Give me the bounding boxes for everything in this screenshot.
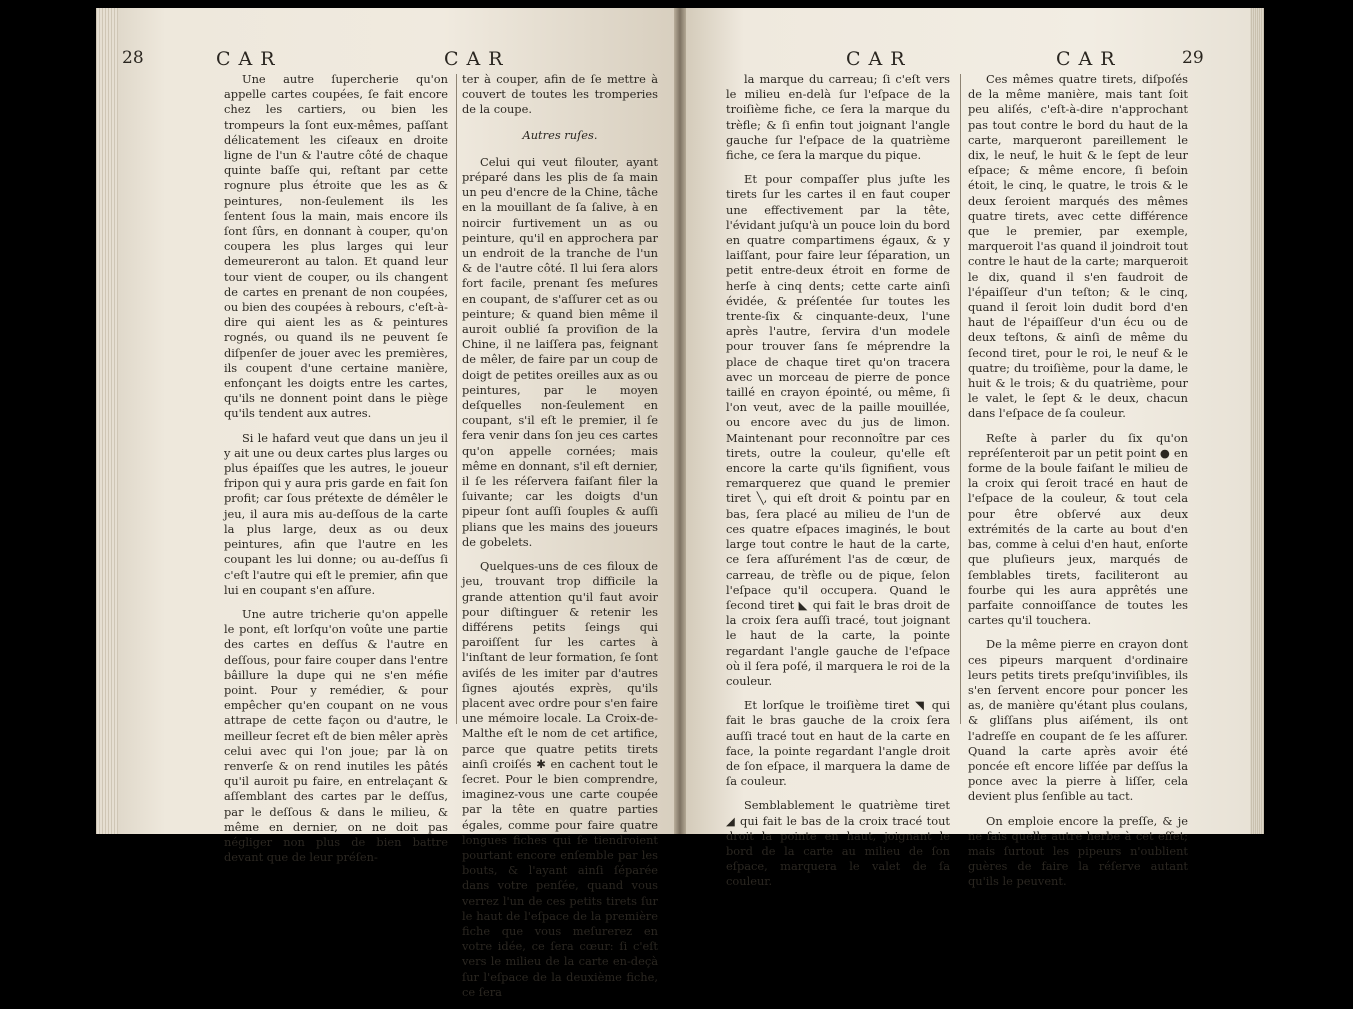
paragraph: Si le hafard veut que dans un jeu il y ait une ou deux cartes plus larges ou plus épaiſſes que les autres, le joueur fripon qui y aura pris garde en fait ſon profit; car ſous prétexte de démêler le jeu, il aura mis au-deſſous de la carte la plus large, deux as ou deux peintures, afin que l'autre en les coupant les lui donne; ou au-deſſus ſi c'eſt l'autre qui eſt le premier, afin que lui en coupant s'en aſſure. [224,430,448,597]
section-subheading: Autres ruſes. [522,127,598,142]
paragraph: Semblablement le quatrième tiret ◢ qui fait le bas de la croix tracé tout droit la pointe en haut, joignant le bord de la carte au milieu de ſon eſpace, marquera le valet de ſa couleur. [726,798,950,889]
text-column-right [462,72,658,1009]
running-head: CAR [846,48,913,70]
page-edges [96,8,118,834]
text-column-right [968,72,1188,899]
paragraph: Une autre tricherie qu'on appelle le pont, eſt lorſqu'on voûte une partie des cartes en deſſus & l'autre en deſſous, pour faire couper dans l'entre bâillure la dupe qui ne s'en méfie point. Pour y remédier, & pour empêcher qu'en coupant on ne vous attrape de cette façon ou d'autre, le meilleur ſecret eſt de bien mêler après celui avec qui l'on joue; par là on renverſe & on rend inutiles les pâtés qu'il auroit pu faire, en entrelaçant & aſſemblant des cartes par le deſſus, par le deſſous & dans le milieu, & même en dernier, on ne doit pas négliger non plus de bien battre devant que de leur préſen- [224,606,448,865]
running-head: CAR [216,48,283,70]
page-number: 28 [122,48,144,68]
right-page [686,8,1264,889]
paragraph: ter à couper, afin de ſe mettre à couvert de toutes les tromperies de la coupe. [462,72,658,117]
column-rule [960,74,961,724]
page-edges [1250,8,1264,834]
book-gutter [674,8,686,834]
column-rule [456,74,457,724]
left-page [96,8,674,999]
paragraph: On emploie encore la preſſe, & je ne ſais quelle autre herbe à cet effet; mais ſurtout les pipeurs n'oublient guères de faire la réſerve autant qu'ils le peuvent. [968,813,1188,889]
page-number: 29 [1182,48,1204,68]
paragraph: Celui qui veut filouter, ayant préparé dans les plis de ſa main un peu d'encre de la Chine, tâche en la mouillant de ſa ſalive, à en noircir furtivement un as ou peinture, qu'il en approchera par un endroit de la tranche de l'un & de l'autre côté. Il lui ſera alors fort facile, prenant ſes meſures en coupant, de s'aſſurer cet as ou peinture; & quand bien même il auroit oublié ſa proviſion de la Chine, il ne laiſſera pas, feignant de mêler, de faire par un coup de doigt de petites oreilles aux as ou peintures, par le moyen deſquelles non-ſeulement en coupant, s'il eſt le premier, il ſe fera venir dans ſon jeu ces cartes qu'on appelle cornées; mais même en donnant, s'il eſt dernier, il ſe les réſervera faiſant filer la ſuivante; car les doigts d'un pipeur ſont auſſi ſouples & auſſi plians que les mains des joueurs de gobelets. [462,154,658,549]
paragraph: Ces mêmes quatre tirets, diſpoſés de la même manière, mais tant ſoit peu aliſés, c'eſt-à-dire n'approchant pas tout contre le bord du haut de la carte, marqueront pareillement le dix, le neuf, le huit & le ſept de leur eſpace; & même encore, ſi beſoin étoit, le cinq, le quatre, le trois & le deux ſeroient marqués des mêmes quatre tirets, avec cette différence que le premier, par exemple, marqueroit l'as quand il joindroit tout contre le haut de la carte; marqueroit le dix, quand il s'en faudroit de l'épaiſſeur d'un teſton; & le cinq, quand il ſeroit loin dudit bord d'en haut de l'épaiſſeur d'un écu ou de deux teſtons, & ainſi de même du ſecond tiret, pour le roi, le neuf & le quatre; du troiſième, pour la dame, le huit & le trois; & du quatrième, pour le valet, le ſept & le deux, chacun dans l'eſpace de ſa couleur. [968,72,1188,421]
paragraph: Et lorſque le troiſième tiret ◥ qui fait le bras gauche de la croix ſera auſſi tracé tout en haut de la carte en face, la pointe regardant l'angle droit de ſon eſpace, il marquera la dame de ſa couleur. [726,698,950,789]
text-column-left [726,72,950,899]
paragraph: Une autre ſupercherie qu'on appelle cartes coupées, ſe fait encore chez les cartiers, ou bien les trompeurs la ſont eux-mêmes, paſſant délicatement les ciſeaux en droite ligne de l'un & l'autre côté de chaque quinte baſſe qui, reſtant par cette rognure plus étroite que les as & peintures, non-ſeulement ils les ſentent ſous la main, mais encore ils ſont ſûrs, en donnant à couper, qu'on coupera les plus larges qui leur demeureront au talon. Et quand leur tour vient de couper, ou ils changent de cartes en prenant de non coupées, ou bien des coupées à rebours, c'eſt-à-dire qui aient les as & peintures rognés, ou quand ils ne peuvent ſe diſpenſer de jouer avec les premières, ils coupent d'une certaine manière, enfonçant les doigts entre les cartes, qu'ils ne donnent point dans le piège qu'ils tendent aux autres. [224,72,448,421]
running-head: CAR [444,48,511,70]
paragraph: Reſte à parler du ſix qu'on repréſenteroit par un petit point ● en forme de la boule faiſant le milieu de la croix qui ſeroit tracé en haut de l'eſpace de la couleur, & tout cela pour être obſervé aux deux extrémités de la carte au bout d'en bas, comme à celui d'en haut, enſorte que pluſieurs jeux, marqués de ſemblables tirets, faciliteront au fourbe qui les aura apprêtés une parfaite connoiſſance de toutes les cartes qu'il touchera. [968,430,1188,628]
paragraph: Et pour compaſſer plus juſte les tirets ſur les cartes il en faut couper une effectivement par la tête, l'évidant juſqu'à un pouce loin du bord en quatre compartimens égaux, & y laiſſant, pour faire leur ſéparation, un petit entre-deux étroit en forme de herſe à cinq dents; cette carte ainſi évidée, & préſentée ſur toutes les trente-ſix & cinquante-deux, l'une après l'autre, ſervira d'un modele pour trouver ſans ſe méprendre la place de chaque tiret qu'on tracera avec un morceau de pierre de ponce taillé en crayon épointé, ou même, ſi l'on veut, avec de la paille mouillée, ou encore avec du jus de limon. Maintenant pour reconnoître par ces tirets, outre la couleur, qu'elle eſt encore la carte qu'ils ſignifient, vous remarquerez que quand le premier tiret ╲, qui eſt droit & pointu par en bas, ſera placé au milieu de l'un de ces quatre eſpaces imaginés, le bout large tout contre le haut de la carte, ce ſera aſſurément l'as de cœur, de carreau, de trèfle ou de pique, ſelon l'eſpace qu'il occupera. Quand le ſecond tiret ◣ qui fait le bras droit de la croix ſera auſſi tracé, tout joignant le haut de la carte, la pointe regardant l'angle gauche de l'eſpace où il ſera poſé, il marquera le roi de la couleur. [726,172,950,688]
paragraph: la marque du carreau; ſi c'eſt vers le milieu en-delà ſur l'eſpace de la troiſième fiche, ce ſera la marque du trèfle; & ſi enfin tout joignant l'angle gauche ſur l'eſpace de la quatrième fiche, ce ſera la marque du pique. [726,72,950,163]
book-spread [96,8,1264,999]
running-head: CAR [1056,48,1123,70]
paragraph: De la même pierre en crayon dont ces pipeurs marquent d'ordinaire leurs petits tirets preſqu'inviſibles, ils s'en ſervent encore pour poncer les as, de manière qu'étant plus coulans, & gliſſans plus aiſément, ils ont l'adreſſe en coupant de ſe les aſſurer. Quand la carte après avoir été poncée eſt encore liſſée par deſſus la ponce avec la pierre à liſſer, cela devient plus ſenſible au tact. [968,637,1188,804]
text-column-left [224,72,448,874]
paragraph: Quelques-uns de ces filoux de jeu, trouvant trop difficile la grande attention qu'il faut avoir pour diſtinguer & retenir les différens petits ſeings qui paroiſſent ſur les cartes à l'inſtant de leur formation, ſe ſont aviſés de les imiter par d'autres ſignes ajoutés exprès, qu'ils placent avec ordre pour s'en faire une mémoire locale. La Croix-de-Malthe eſt le nom de cet artifice, parce que quatre petits tirets ainſi croiſés ✱ en cachent tout le ſecret. Pour le bien comprendre, imaginez-vous une carte coupée par la tête en quatre parties égales, comme pour faire quatre longues fiches qui ſe tiendroient pourtant encore enſemble par les bouts, & l'ayant ainſi ſéparée dans votre penſée, quand vous verrez l'un de ces petits tirets ſur le haut de l'eſpace de la première fiche que vous meſurerez en votre idée, ce ſera cœur: ſi c'eſt vers le milieu de la carte en-deçà ſur l'eſpace de la deuxième fiche, ce ſera [462,559,658,999]
